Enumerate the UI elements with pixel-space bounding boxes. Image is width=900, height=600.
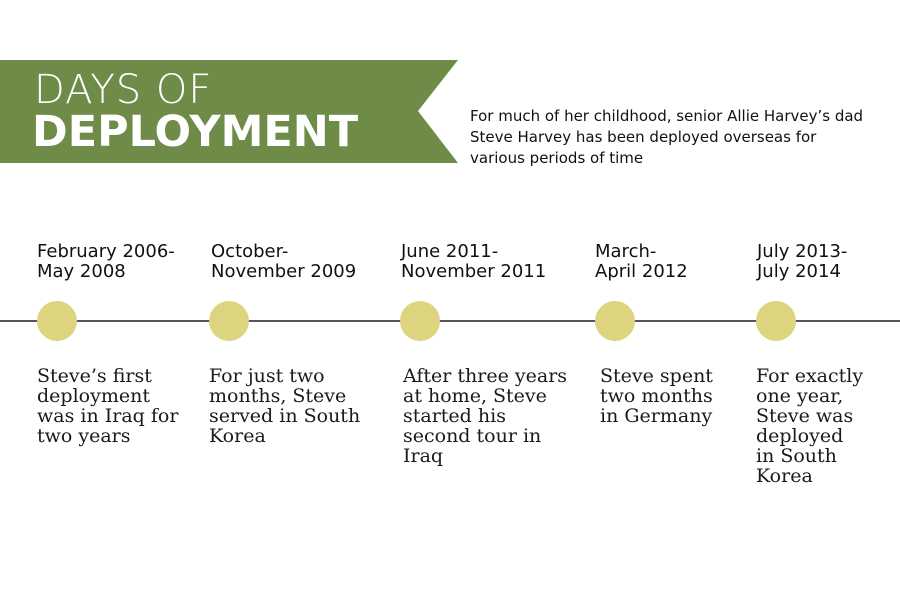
event-date: February 2006- May 2008 (37, 241, 175, 282)
timeline-marker (209, 301, 249, 341)
timeline-marker (756, 301, 796, 341)
timeline-marker (595, 301, 635, 341)
timeline-marker (400, 301, 440, 341)
event-description: Steve’s first deployment was in Iraq for two years (37, 365, 179, 447)
event-date: July 2013- July 2014 (757, 241, 848, 282)
title-line-2: DEPLOYMENT (32, 107, 359, 157)
intro-text: For much of her childhood, senior Allie Harvey’s dad Steve Harvey has been deployed overseas for various periods of time (470, 107, 864, 167)
title-line-1: DAYS OF (34, 67, 213, 113)
event-description: After three years at home, Steve started his second tour in Iraq (403, 365, 568, 467)
event-description: For just two months, Steve served in South Korea (209, 365, 361, 447)
event-description: For exactly one year, Steve was deployed in South Korea (756, 365, 864, 487)
event-description: Steve spent two months in Germany (600, 365, 713, 427)
event-date: March- April 2012 (595, 241, 688, 282)
event-date: June 2011- November 2011 (401, 241, 547, 282)
timeline-marker (37, 301, 77, 341)
event-date: October- November 2009 (211, 241, 357, 282)
